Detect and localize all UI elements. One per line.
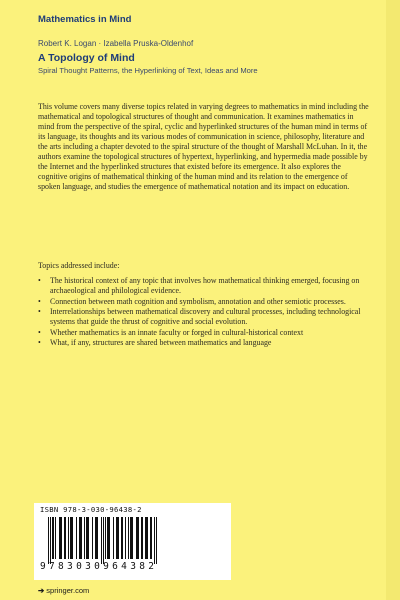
- barcode-bar: [107, 517, 110, 559]
- topic-item: • The historical context of any topic that involves how mathematical thinking emerged, focusing on archaeological and philological evidence.: [38, 276, 370, 296]
- topic-item: • Connection between math cognition and symbolism, annotation and other semiotic processes.: [38, 297, 370, 307]
- springer-logo: [38, 586, 89, 595]
- barcode-bar: [84, 517, 85, 559]
- barcode-bar: [92, 517, 93, 559]
- barcode-bar: [136, 517, 139, 559]
- barcode-bar: [141, 517, 143, 559]
- barcode-bar: [50, 517, 51, 564]
- barcode-bar: [145, 517, 148, 559]
- barcode-bar: [59, 517, 62, 559]
- barcode-bar: [103, 517, 104, 564]
- barcode-digits: 9783030964382: [40, 561, 158, 572]
- series-title: Mathematics in Mind: [38, 14, 132, 25]
- spine-edge: [386, 0, 400, 600]
- topic-item: • What, if any, structures are shared between mathematics and language: [38, 338, 370, 348]
- barcode-bar: [128, 517, 129, 559]
- barcode-bar: [101, 517, 102, 564]
- barcode-bar: [105, 517, 106, 559]
- barcode-bar: [116, 517, 119, 559]
- springer-arrow-icon: ➔: [38, 586, 45, 595]
- barcode-bar: [76, 517, 77, 559]
- barcode-bar: [113, 517, 114, 559]
- barcode-bar: [86, 517, 89, 559]
- barcode-bar: [55, 517, 56, 559]
- barcode-bar: [68, 517, 69, 559]
- barcode-bar: [70, 517, 73, 559]
- barcode-bar: [52, 517, 54, 559]
- publisher-logo-text: springer.com: [46, 586, 90, 595]
- topics-heading: Topics addressed include:: [38, 261, 120, 270]
- book-subtitle: Spiral Thought Patterns, the Hyperlinking of Text, Ideas and More: [38, 66, 258, 75]
- topic-item: • Whether mathematics is an innate faculty or forged in cultural-historical context: [38, 328, 370, 338]
- book-title: A Topology of Mind: [38, 52, 135, 64]
- topics-list: [38, 276, 370, 349]
- barcode-bar: [150, 517, 152, 559]
- barcode-box: [34, 503, 231, 580]
- barcode-bar: [121, 517, 123, 559]
- barcode-bar: [154, 517, 155, 564]
- topic-item: • Interrelationships between mathematical discovery and cultural processes, including technological systems that guide the thrust of cognitive and social evolution.: [38, 307, 370, 327]
- barcode-bar: [95, 517, 98, 559]
- barcode-bar: [79, 517, 82, 559]
- barcode-bar: [48, 517, 49, 564]
- isbn-label: ISBN 978-3-030-96438-2: [40, 505, 142, 514]
- book-authors: Robert K. Logan · Izabella Pruska-Oldenhof: [38, 39, 194, 48]
- barcode-bar: [156, 517, 157, 564]
- barcode-bar: [125, 517, 126, 559]
- barcode-bar: [130, 517, 133, 559]
- barcode-bar: [64, 517, 66, 559]
- book-description: This volume covers many diverse topics related in varying degrees to mathematics in mind including the mathematical and topological structures of thought and communication. It examines mathematics in mind from the perspective of the spiral, cyclic and hyperlinked structures of the human mind in terms of its language, its thoughts and its various modes of communication in science, philosophy, literature and the arts including a chapter devoted to the spiral structure of the thought of Marshall McLuhan. In it, the authors examine the topological structures of hypertext, hyperlinking, and hypermedia made possible by the Internet and the hyperlinked structures that existed before its emergence. It also explores the cognitive origins of mathematical thinking of the human mind and its relation to the emergence of spoken language, and studies the emergence of mathematical notation and its impact on education.: [38, 102, 369, 192]
